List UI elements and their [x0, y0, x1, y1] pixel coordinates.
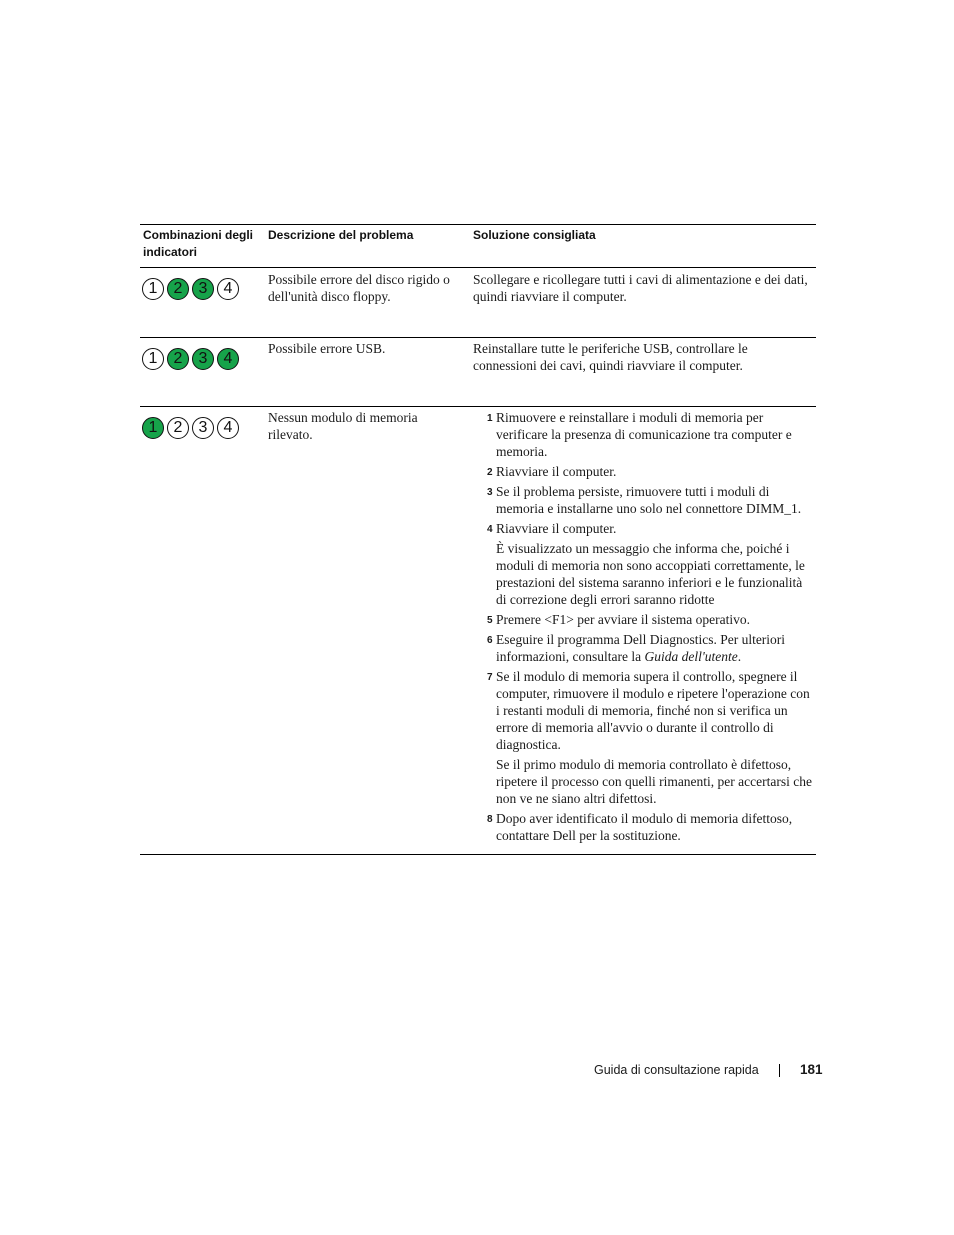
step-text: Rimuovere e reinstallare i moduli di memoria per verificare la presenza di comunicazione tra computer e memoria. — [496, 410, 792, 459]
recommended-solution: Reinstallare tutte le periferiche USB, controllare le connessioni dei cavi, quindi riavviare il computer. — [473, 341, 748, 373]
diagnostic-light-1-off: 1 — [142, 348, 164, 370]
solution-step — [480, 520, 815, 608]
step-note: Se il primo modulo di memoria controllato è difettoso, ripetere il processo con quelli rimanenti, per accertarsi che non ve ne siano altri difettosi. — [496, 757, 812, 806]
step-text: Se il problema persiste, rimuovere tutti i moduli di memoria e installarne uno solo nel connettore DIMM_1. — [496, 484, 802, 516]
led-pattern — [142, 278, 239, 300]
step-number: 8 — [487, 814, 493, 825]
solution-step — [480, 483, 815, 517]
table-row — [140, 407, 816, 854]
header-recommended-solution: Soluzione consigliata — [473, 228, 596, 242]
diagnostic-light-1-on: 1 — [142, 417, 164, 439]
step-note: È visualizzato un messaggio che informa che, poiché i moduli di memoria non sono accoppiati correttamente, le prestazioni del sistema saranno inferiori e le funzionalità di correzione degli errori saranno ridotte — [496, 541, 805, 607]
diagnostic-light-3-on: 3 — [192, 348, 214, 370]
recommended-solution — [480, 409, 815, 847]
diagnostic-light-4-off: 4 — [217, 417, 239, 439]
step-text: Riavviare il computer. — [496, 521, 617, 536]
solution-steps — [480, 409, 815, 844]
problem-description: Possibile errore USB. — [268, 341, 386, 356]
diagnostic-light-3-off: 3 — [192, 417, 214, 439]
table-row — [140, 268, 816, 338]
problem-description: Possibile errore del disco rigido o dell'unità disco floppy. — [268, 272, 450, 304]
solution-step — [480, 463, 815, 480]
step-text-tail: . — [737, 649, 742, 664]
step-text: Riavviare il computer. — [496, 464, 617, 479]
solution-step — [480, 611, 815, 628]
problem-description: Nessun modulo di memoria rilevato. — [268, 410, 418, 442]
diagnostic-light-4-off: 4 — [217, 278, 239, 300]
diagnostic-light-2-on: 2 — [167, 348, 189, 370]
footer-title: Guida di consultazione rapida — [594, 1063, 759, 1077]
page-number: 181 — [800, 1062, 823, 1077]
diagnostic-light-3-on: 3 — [192, 278, 214, 300]
led-pattern — [142, 348, 239, 370]
table-row — [140, 338, 816, 407]
step-number: 4 — [487, 524, 493, 535]
recommended-solution: Scollegare e ricollegare tutti i cavi di alimentazione e dei dati, quindi riavviare il computer. — [473, 272, 808, 304]
step-text: Premere <F1> per avviare il sistema operativo. — [496, 612, 751, 627]
solution-step — [480, 668, 815, 807]
diagnostic-light-4-on: 4 — [217, 348, 239, 370]
step-text: Se il modulo di memoria supera il controllo, spegnere il computer, rimuovere il modulo e ripetere l'operazione con i restanti moduli di memoria, finché non si verifica un errore di memoria all'avvio o durante il controllo di diagnostica. — [496, 669, 810, 752]
solution-step — [480, 631, 815, 665]
diagnostic-light-1-off: 1 — [142, 278, 164, 300]
step-number: 1 — [487, 413, 493, 424]
user-guide-reference: Guida dell'utente — [644, 649, 738, 664]
table-header — [140, 225, 816, 268]
diagnostic-light-2-on: 2 — [167, 278, 189, 300]
step-number: 7 — [487, 672, 493, 683]
header-indicator-combinations: Combinazioni degli indicatori — [143, 228, 253, 259]
step-number: 5 — [487, 615, 493, 626]
step-text: Dopo aver identificato il modulo di memoria difettoso, contattare Dell per la sostituzione. — [496, 811, 793, 843]
solution-step — [480, 810, 815, 844]
page-footer — [594, 1062, 824, 1080]
step-number: 6 — [487, 635, 493, 646]
led-pattern — [142, 417, 239, 439]
step-number: 3 — [487, 487, 493, 498]
solution-step — [480, 409, 815, 460]
diagnostic-lights-table — [140, 224, 816, 855]
step-number: 2 — [487, 467, 493, 478]
footer-divider — [779, 1064, 780, 1077]
header-problem-description: Descrizione del problema — [268, 228, 414, 242]
step-text: Eseguire il programma Dell Diagnostics. Per ulteriori informazioni, consultare la — [496, 632, 786, 664]
diagnostic-light-2-off: 2 — [167, 417, 189, 439]
